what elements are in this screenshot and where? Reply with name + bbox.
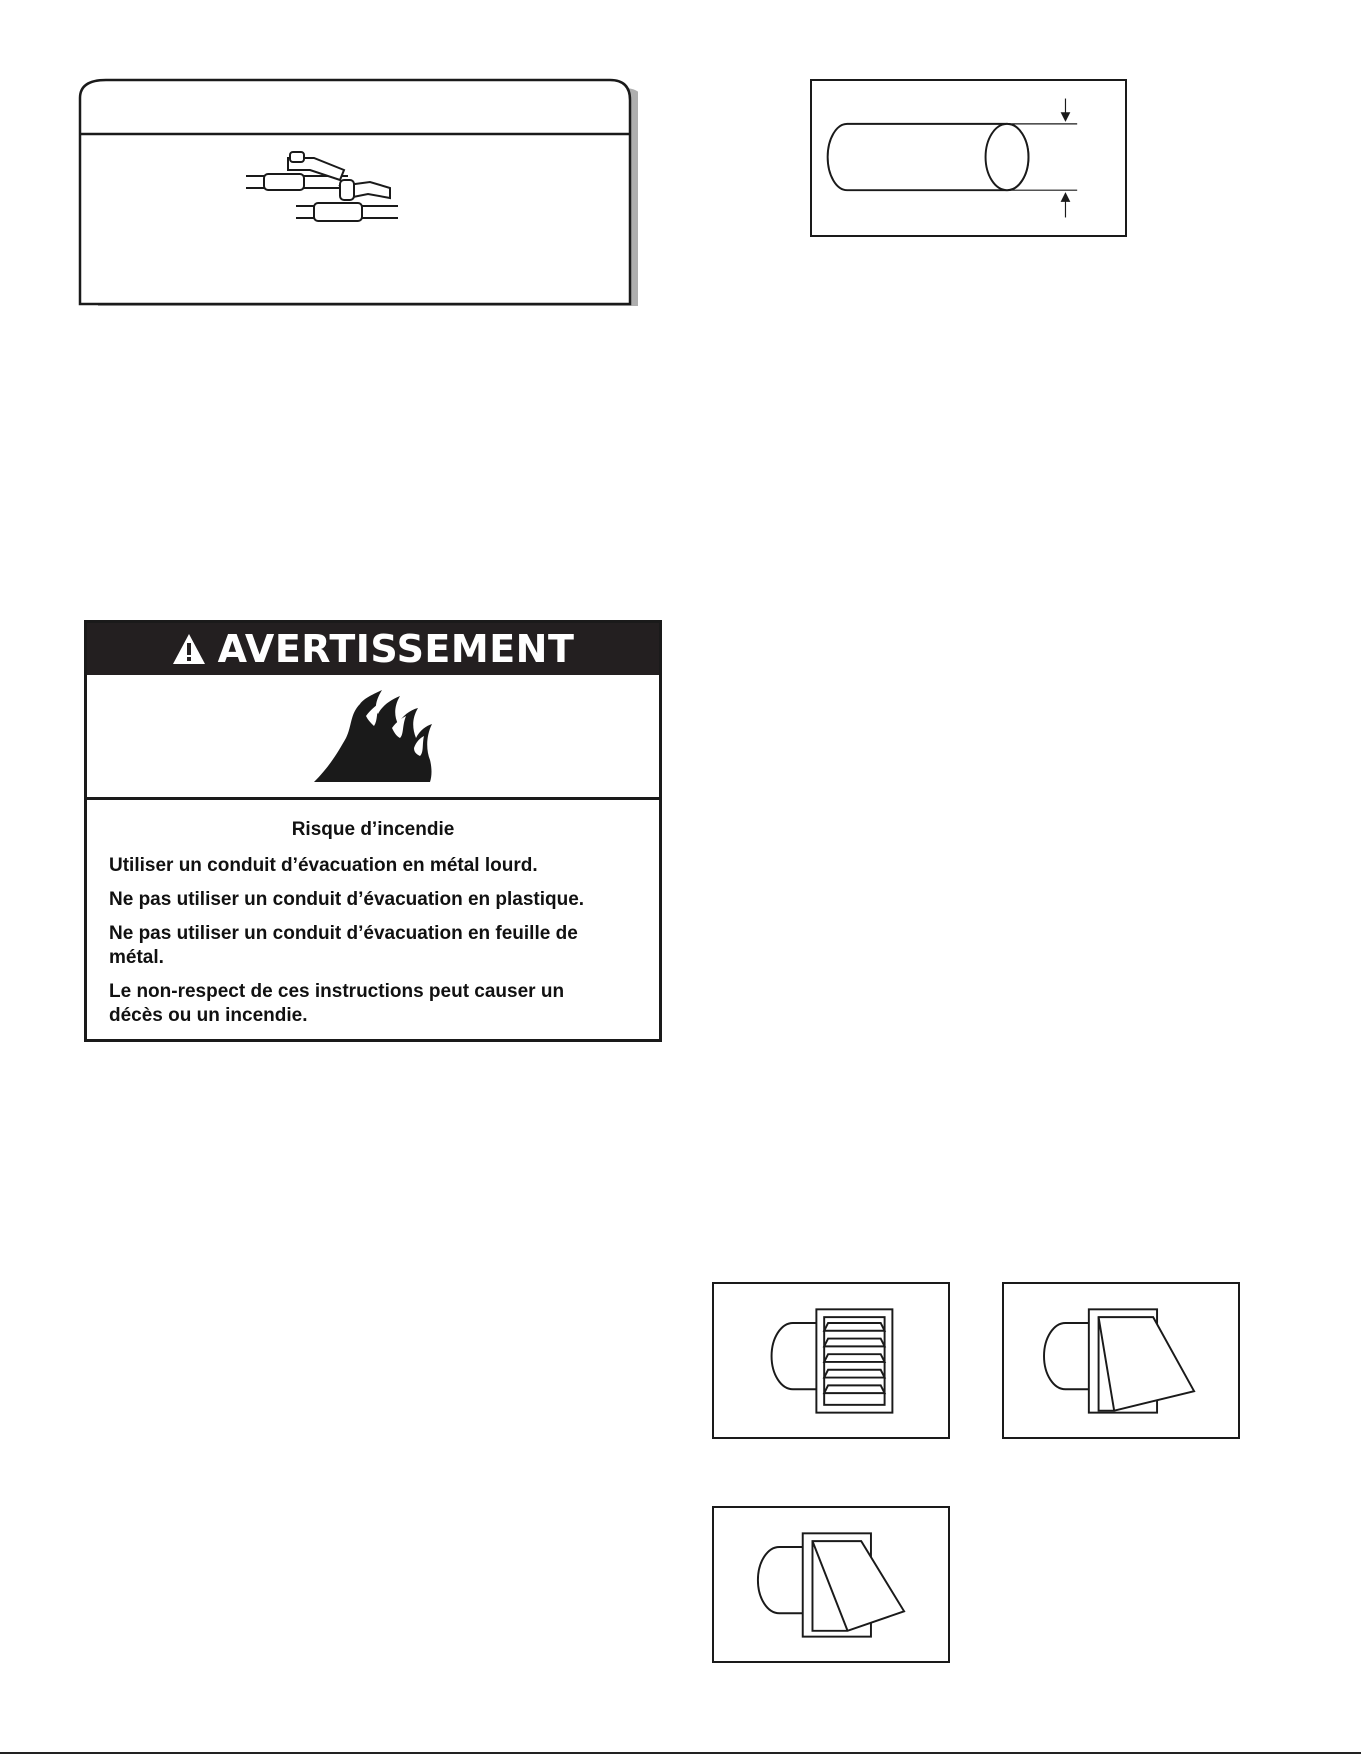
- signal-word: AVERTISSEMENT: [217, 627, 575, 671]
- fire-symbol-area: [87, 675, 659, 800]
- warning-triangle-icon: [172, 633, 206, 665]
- fire-hazard-warning: [84, 620, 662, 1042]
- duct-diameter-panel: [810, 79, 1127, 237]
- angled-hood-illustration: [714, 1508, 948, 1661]
- shutoff-valves-illustration: [78, 78, 638, 306]
- shutoff-valves-card: [78, 78, 638, 306]
- louvered-hood-illustration: [714, 1284, 948, 1437]
- warning-line-3: Ne pas utiliser un conduit d’évacuation en feuille de métal.: [109, 923, 578, 968]
- footer-rule: [0, 1752, 1361, 1754]
- warning-line-2: Ne pas utiliser un conduit d’évacuation en plastique.: [109, 889, 585, 910]
- louvered-hood-panel: [712, 1282, 950, 1439]
- box-hood-panel: [1002, 1282, 1240, 1439]
- box-hood-illustration: [1004, 1284, 1238, 1437]
- warning-line-1: Utiliser un conduit d’évacuation en métal lourd.: [109, 855, 538, 876]
- warning-line-4: Le non-respect de ces instructions peut causer un décès ou un incendie.: [109, 981, 565, 1026]
- warning-text: [87, 800, 659, 1028]
- angled-hood-panel: [712, 1506, 950, 1663]
- fire-icon: [308, 686, 438, 786]
- rigid-duct-diameter-illustration: [812, 81, 1125, 235]
- warning-header: [87, 623, 659, 675]
- hazard-title: Risque d’incendie: [291, 819, 455, 840]
